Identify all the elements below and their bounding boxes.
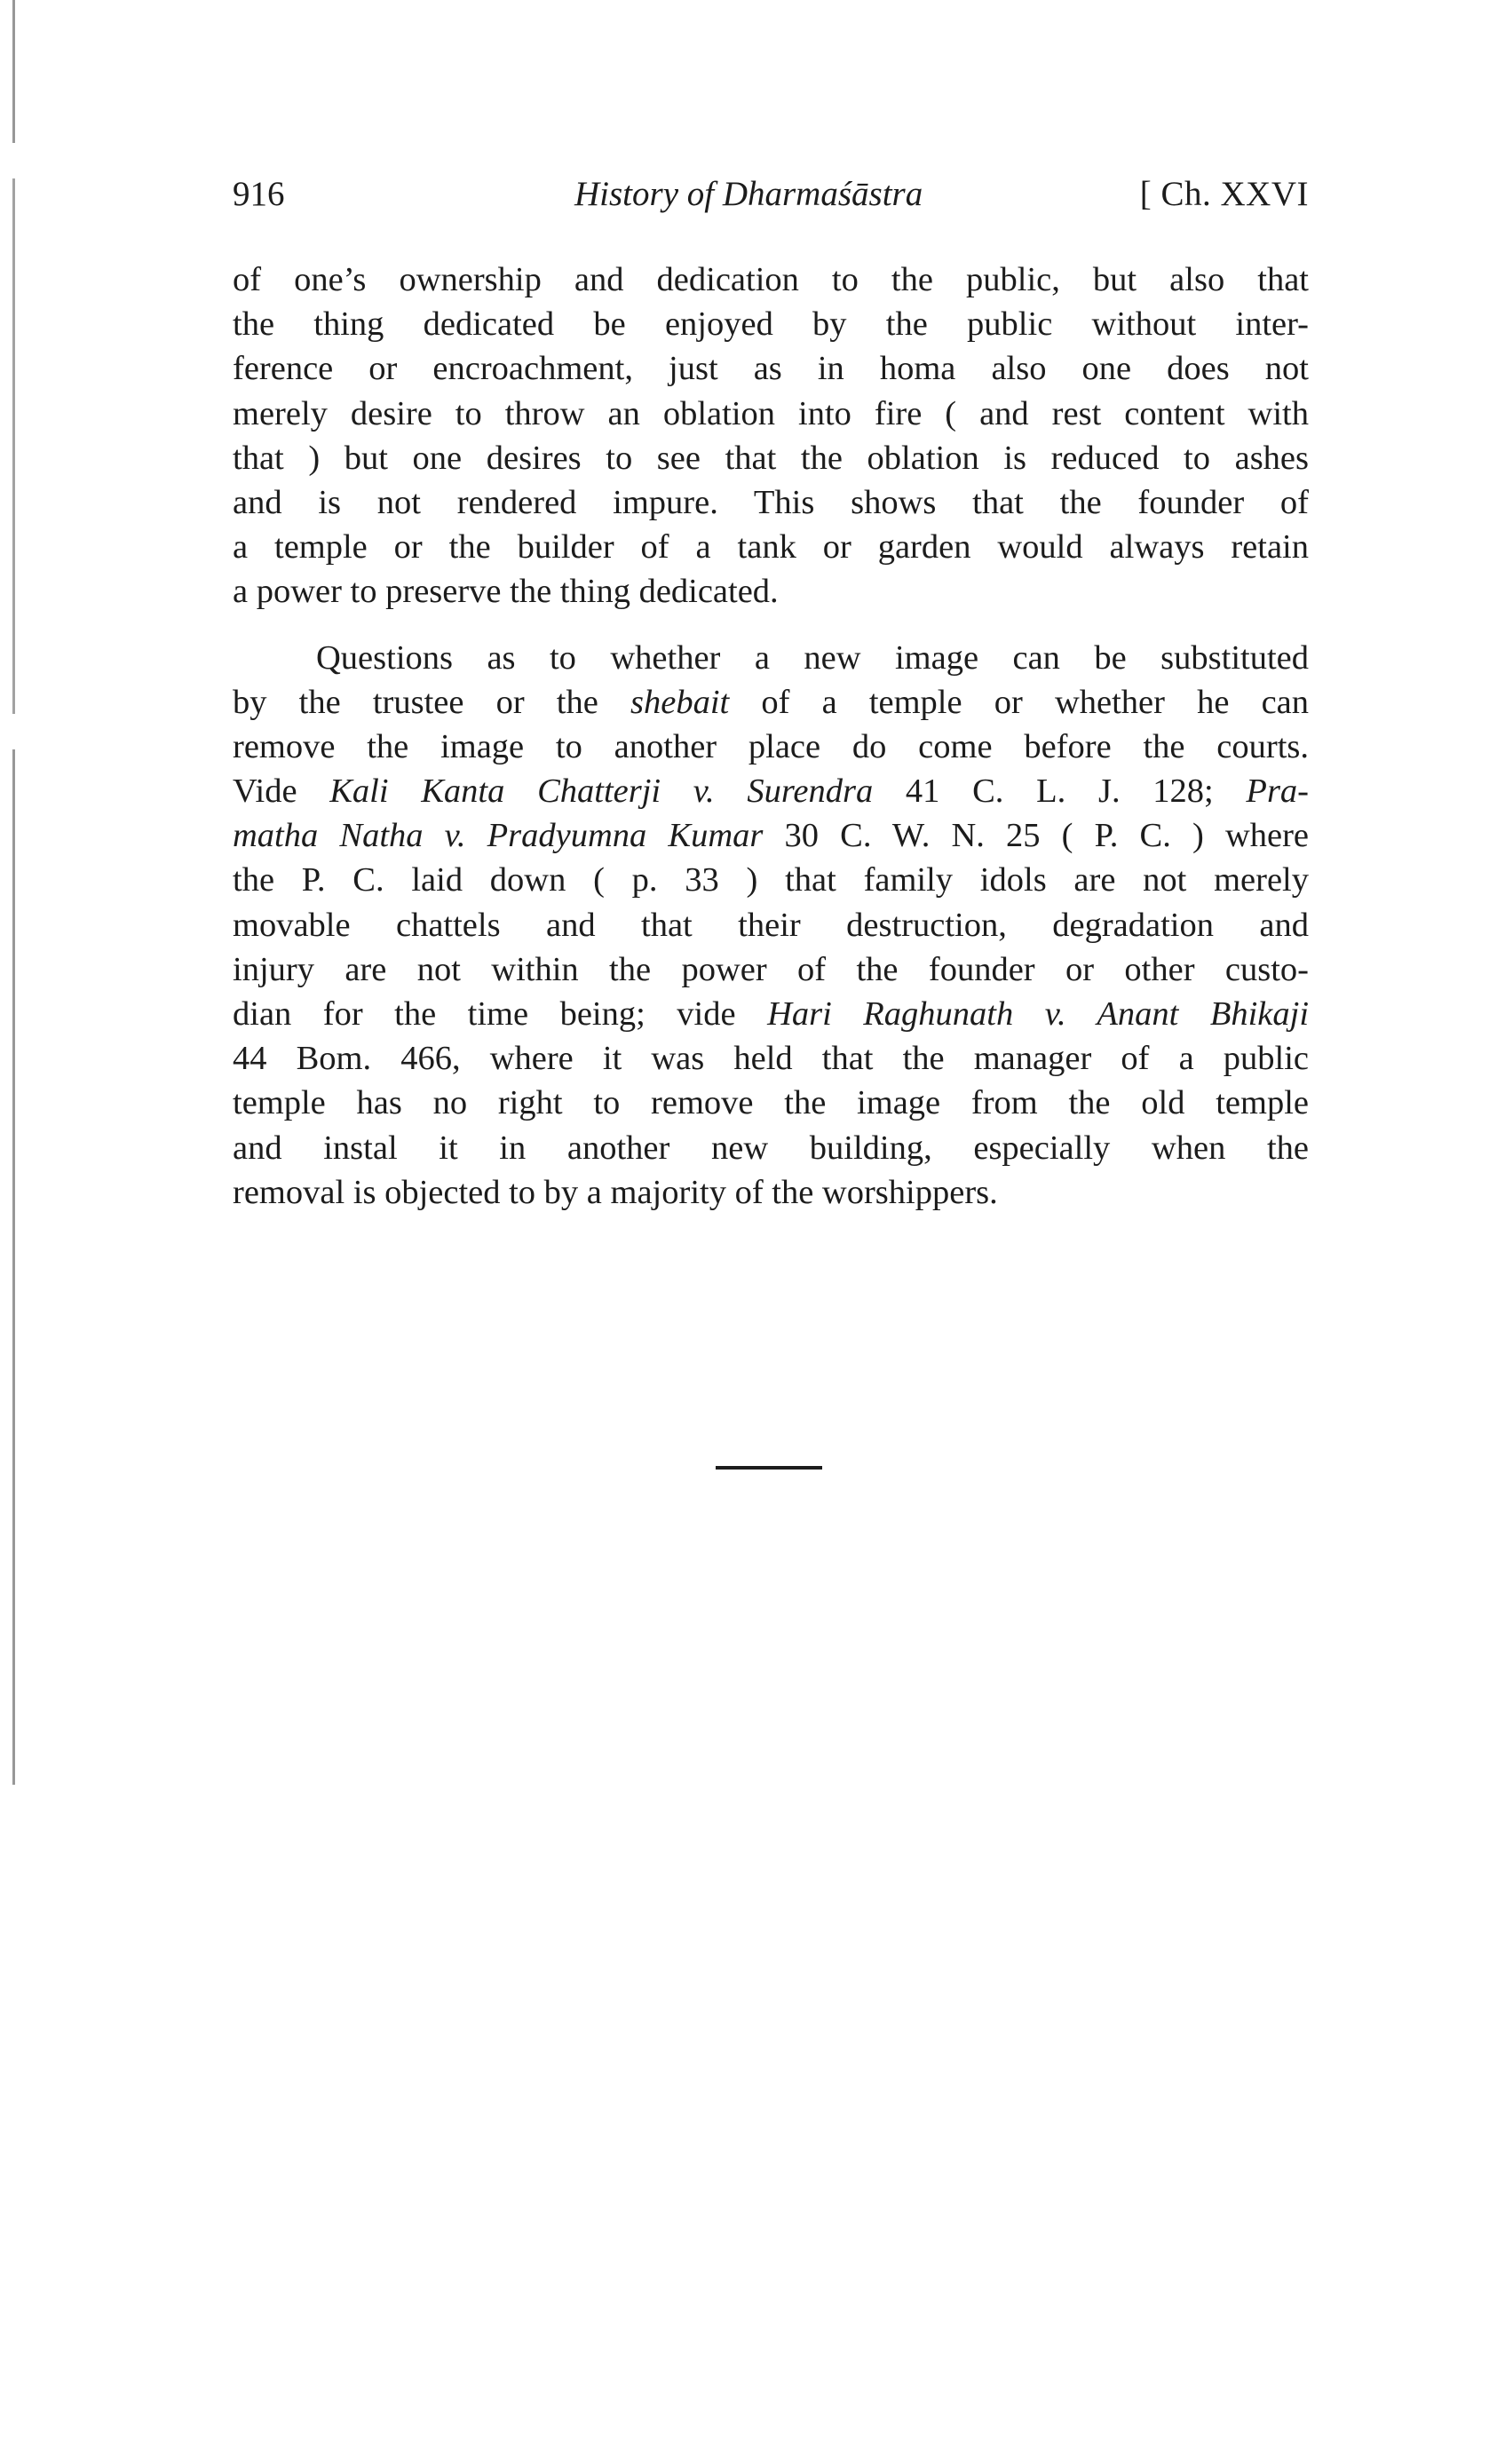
text-line: matha Natha v. Pradyumna Kumar 30 C. W. N. 25 ( P. C. ) where — [233, 817, 1309, 855]
chapter-end-rule — [716, 1466, 822, 1470]
paragraph-2 — [233, 636, 1309, 1215]
text-line: a power to preserve the thing dedicated. — [233, 573, 779, 611]
page-number: 916 — [233, 175, 285, 213]
chapter-reference: [ Ch. XXVI — [1139, 175, 1309, 213]
text-line: the thing dedicated be enjoyed by the public without inter- — [233, 305, 1309, 344]
text-line: removal is objected to by a majority of the worshippers. — [233, 1173, 998, 1211]
page-header — [233, 174, 1309, 224]
text-line: of one’s ownership and dedication to the public, but also that — [233, 261, 1309, 298]
text-line: remove the image to another place do come before the courts. — [233, 727, 1309, 765]
text-line: temple has no right to remove the image from the old temple — [233, 1084, 1309, 1122]
text-line: Questions as to whether a new image can be substituted — [316, 638, 1309, 677]
text-line: that ) but one desires to see that the oblation is reduced to ashes — [233, 439, 1309, 477]
text-line: 44 Bom. 466, where it was held that the manager of a public — [233, 1040, 1309, 1078]
text-line: injury are not within the power of the founder or other custo- — [233, 950, 1309, 988]
text-line: by the trustee or the shebait of a temple or whether he can — [233, 683, 1309, 721]
text-line: ference or encroachment, just as in homa also one does not — [233, 350, 1309, 388]
case-citation: Kali Kanta Chatterji v. Surendra — [329, 772, 874, 811]
body-text — [233, 257, 1309, 1215]
paragraph-1 — [233, 257, 1309, 614]
case-citation: matha Natha v. Pradyumna Kumar — [233, 817, 764, 855]
text-line: merely desire to throw an oblation into fire ( and rest content with — [233, 394, 1309, 432]
text-line: and instal it in another new building, especially when the — [233, 1129, 1309, 1167]
text-line: movable chattels and that their destruction, degradation and — [233, 906, 1309, 944]
text-line: the P. C. laid down ( p. 33 ) that family idols are not merely — [233, 861, 1309, 899]
text-line: and is not rendered impure. This shows that the founder of — [233, 483, 1309, 521]
case-citation: Hari Raghunath v. Anant Bhikaji — [767, 995, 1310, 1033]
text-line: a temple or the builder of a tank or garden would always retain — [233, 528, 1309, 566]
text-line: Vide Kali Kanta Chatterji v. Surendra 41 C. L. J. 128; Pra- — [233, 772, 1309, 811]
scan-edge — [12, 0, 15, 1785]
case-citation: Pra- — [1246, 772, 1309, 811]
running-title: History of Dharmaśāstra — [574, 175, 923, 213]
text-line: dian for the time being; vide Hari Raghunath v. Anant Bhikaji — [233, 995, 1310, 1033]
italic-term: shebait — [630, 683, 730, 721]
